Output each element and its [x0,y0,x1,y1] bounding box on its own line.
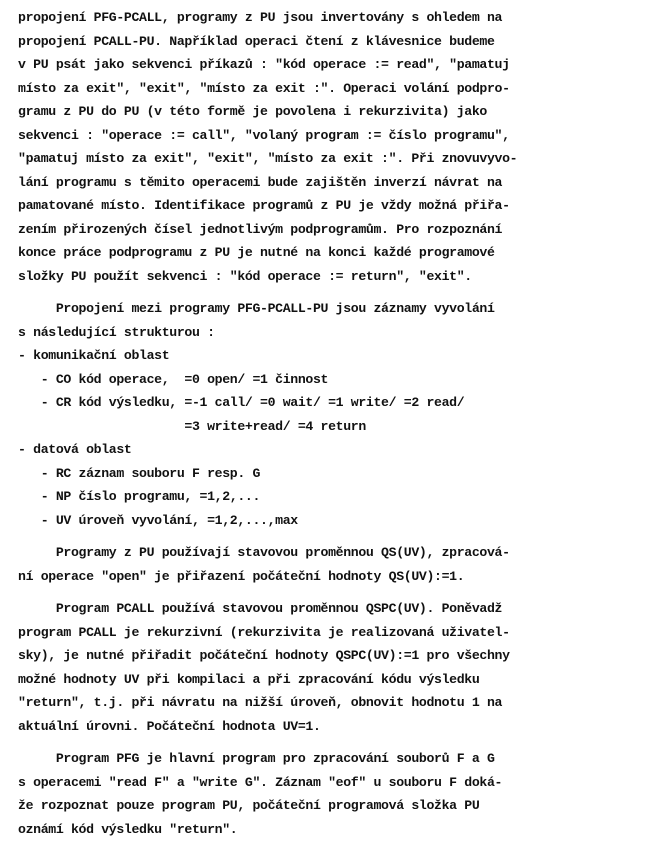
text-line: gramu z PU do PU (v této formě je povolena i rekurzivita) jako [18,100,651,124]
text-line: pamatované místo. Identifikace programů z PU je vždy možná přiřa- [18,194,651,218]
list-subitem: - UV úroveň vyvolání, =1,2,...,max [18,509,651,533]
text-line: Program PCALL používá stavovou proměnnou QSPC(UV). Poněvadž [18,597,651,621]
paragraph-gap [18,738,651,747]
text-line: složky PU použít sekvenci : "kód operace := return", "exit". [18,265,651,289]
list-item: - komunikační oblast [18,344,651,368]
text-line: aktuální úrovni. Počáteční hodnota UV=1. [18,715,651,739]
text-line: místo za exit", "exit", "místo za exit :". Operaci volání podpro- [18,77,651,101]
list-subitem: - RC záznam souboru F resp. G [18,462,651,486]
paragraph-1 [18,6,651,288]
list-subitem: - CR kód výsledku, =-1 call/ =0 wait/ =1 write/ =2 read/ [18,391,651,415]
paragraph-2-structure-list [18,297,651,532]
text-line: Propojení mezi programy PFG-PCALL-PU jsou záznamy vyvolání [18,297,651,321]
text-line: "pamatuj místo za exit", "exit", "místo za exit :". Při znovuvyvo- [18,147,651,171]
list-subitem-continuation: =3 write+read/ =4 return [18,415,651,439]
text-line: zením přirozených čísel jednotlivým podprogramům. Pro rozpoznání [18,218,651,242]
text-line: možné hodnoty UV při kompilaci a při zpracování kódu výsledku [18,668,651,692]
text-line: propojení PCALL-PU. Například operaci čtení z klávesnice budeme [18,30,651,54]
text-line: Program PFG je hlavní program pro zpracování souborů F a G [18,747,651,771]
text-line: konce práce podprogramu z PU je nutné na konci každé programové [18,241,651,265]
text-line: "return", t.j. při návratu na nižší úroveň, obnovit hodnotu 1 na [18,691,651,715]
text-line: s následující strukturou : [18,321,651,345]
text-line: propojení PFG-PCALL, programy z PU jsou invertovány s ohledem na [18,6,651,30]
text-line: Programy z PU používají stavovou proměnnou QS(UV), zpracová- [18,541,651,565]
text-line: v PU psát jako sekvenci příkazů : "kód operace := read", "pamatuj [18,53,651,77]
text-line: že rozpoznat pouze program PU, počáteční programová složka PU [18,794,651,818]
paragraph-gap [18,588,651,597]
text-line: s operacemi "read F" a "write G". Záznam "eof" u souboru F doká- [18,771,651,795]
text-line: oznámí kód výsledku "return". [18,818,651,841]
list-subitem: - NP číslo programu, =1,2,... [18,485,651,509]
text-line: program PCALL je rekurzivní (rekurzivita je realizovaná uživatel- [18,621,651,645]
text-line: lání programu s těmito operacemi bude zajištěn inverzí návrat na [18,171,651,195]
text-line: ní operace "open" je přiřazení počáteční hodnoty QS(UV):=1. [18,565,651,589]
paragraph-4 [18,597,651,738]
text-line: sekvenci : "operace := call", "volaný program := číslo programu", [18,124,651,148]
paragraph-3 [18,541,651,588]
list-subitem: - CO kód operace, =0 open/ =1 činnost [18,368,651,392]
paragraph-gap [18,288,651,297]
paragraph-5 [18,747,651,841]
text-line: sky), je nutné přiřadit počáteční hodnoty QSPC(UV):=1 pro všechny [18,644,651,668]
paragraph-gap [18,532,651,541]
list-item: - datová oblast [18,438,651,462]
